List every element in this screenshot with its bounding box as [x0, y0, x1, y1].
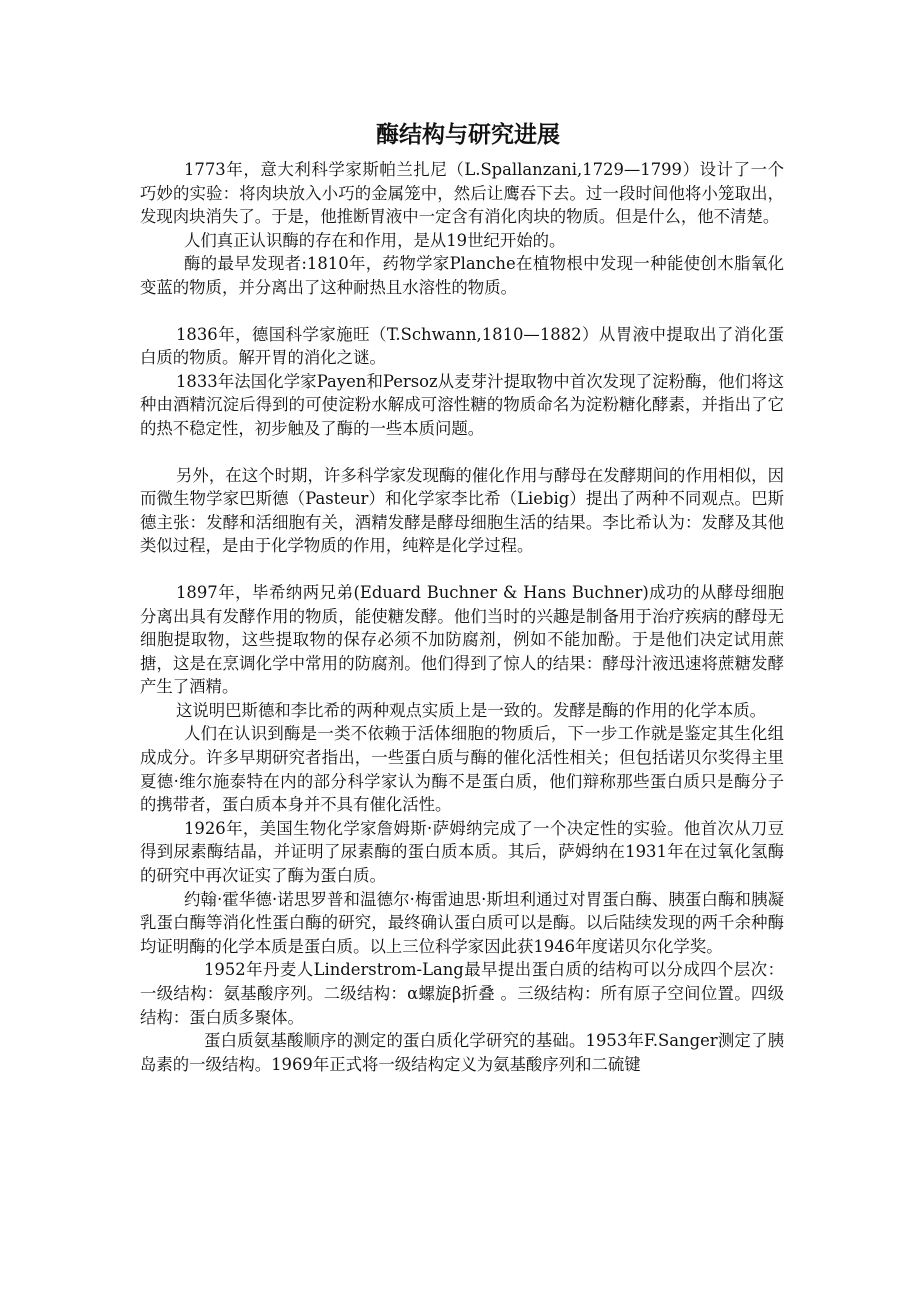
paragraph-pasteur-liebig: 另外，在这个时期，许多科学家发现酶的催化作用与酵母在发酵期间的作用相似，因而微生物学家巴斯德（Pasteur）和化学家李比希（Liebig）提出了两种不同观点。巴斯德主张：发酵和活细胞有关，酒精发酵是酵母细胞生活的结果。李比希认为：发酵及其他类似过程，是由于化学物质的作用，纯粹是化学过程。: [140, 465, 784, 556]
paragraph-spallanzani: 1773年，意大利科学家斯帕兰扎尼（L.Spallanzani,1729—1799）设计了一个巧妙的实验：将肉块放入小巧的金属笼中，然后让鹰吞下去。过一段时间他将小笼取出，发现肉块消失了。于是，他推断胃液中一定含有消化肉块的物质。但是什么，他不清楚。: [140, 160, 784, 227]
paragraph-buchner: 1897年，毕希纳两兄弟(Eduard Buchner & Hans Buchner)成功的从酵母细胞分离出具有发酵作用的物质，能使糖发酵。他们当时的兴趣是制备用于治疗疾病的酵母无细胞提取物，这些提取物的保存必须不加防腐剂，例如不能加酚。于是他们决定试用蔗搪，这是在烹调化学中常用的防腐剂。他们得到了惊人的结果：酵母汁液迅速将蔗糖发酵产生了酒精。: [140, 582, 784, 697]
paragraph-schwann: 1836年，德国科学家施旺（T.Schwann,1810—1882）从胃液中提取出了消化蛋白质的物质。解开胃的消化之谜。: [140, 324, 784, 368]
paragraph-19th-century: 人们真正认识酶的存在和作用，是从19世纪开始的。: [184, 230, 566, 250]
paragraph-composition: 人们在认识到酶是一类不依赖于活体细胞的物质后，下一步工作就是鉴定其生化组成成分。许多早期研究者指出，一些蛋白质与酶的催化活性相关；但包括诺贝尔奖得主里夏德·维尔施泰特在内的部分科学家认为酶不是蛋白质，他们辩称那些蛋白质只是酶分子的携带者，蛋白质本身并不具有催化活性。: [140, 724, 784, 815]
document-title: 酶结构与研究进展: [376, 121, 560, 148]
paragraph-sanger: 蛋白质氨基酸顺序的测定的蛋白质化学研究的基础。1953年F.Sanger测定了胰岛素的一级结构。1969年正式将一级结构定义为氨基酸序列和二硫键: [140, 1031, 784, 1074]
paragraph-northrop-stanley: 约翰·霍华德·诺思罗普和温德尔·梅雷迪思·斯坦利通过对胃蛋白酶、胰蛋白酶和胰凝乳蛋白酶等消化性蛋白酶的研究，最终确认蛋白质可以是酶。以后陆续发现的两千余种酶均证明酶的化学本质是蛋白质。以上三位科学家因此获1946年度诺贝尔化学奖。: [140, 889, 784, 956]
paragraph-conclusion: 这说明巴斯德和李比希的两种观点实质上是一致的。发酵是酶的作用的化学本质。: [176, 700, 767, 720]
paragraph-planche: 酶的最早发现者:1810年，药物学家Planche在植物根中发现一种能使创木脂氧化变蓝的物质，并分离出了这种耐热且水溶性的物质。: [140, 254, 784, 297]
paragraph-sumner: 1926年，美国生物化学家詹姆斯·萨姆纳完成了一个决定性的实验。他首次从刀豆得到尿素酶结晶，并证明了尿素酶的蛋白质本质。其后，萨姆纳在1931年在过氧化氢酶的研究中再次证实了酶为蛋白质。: [140, 818, 784, 886]
paragraph-linderstrom-lang: 1952年丹麦人Linderstrom-Lang最早提出蛋白质的结构可以分成四个层次：一级结构：氨基酸序列。二级结构：α螺旋β折叠 。三级结构：所有原子空间位置。四级结构：蛋白质多聚体。: [140, 960, 784, 1027]
paragraph-payen-persoz: 1833年法国化学家Payen和Persoz从麦芽汁提取物中首次发现了淀粉酶，他们将这种由酒精沉淀后得到的可使淀粉水解成可溶性糖的物质命名为淀粉糖化酵素，并指出了它的热不稳定性，初步触及了酶的一些本质问题。: [140, 371, 784, 438]
